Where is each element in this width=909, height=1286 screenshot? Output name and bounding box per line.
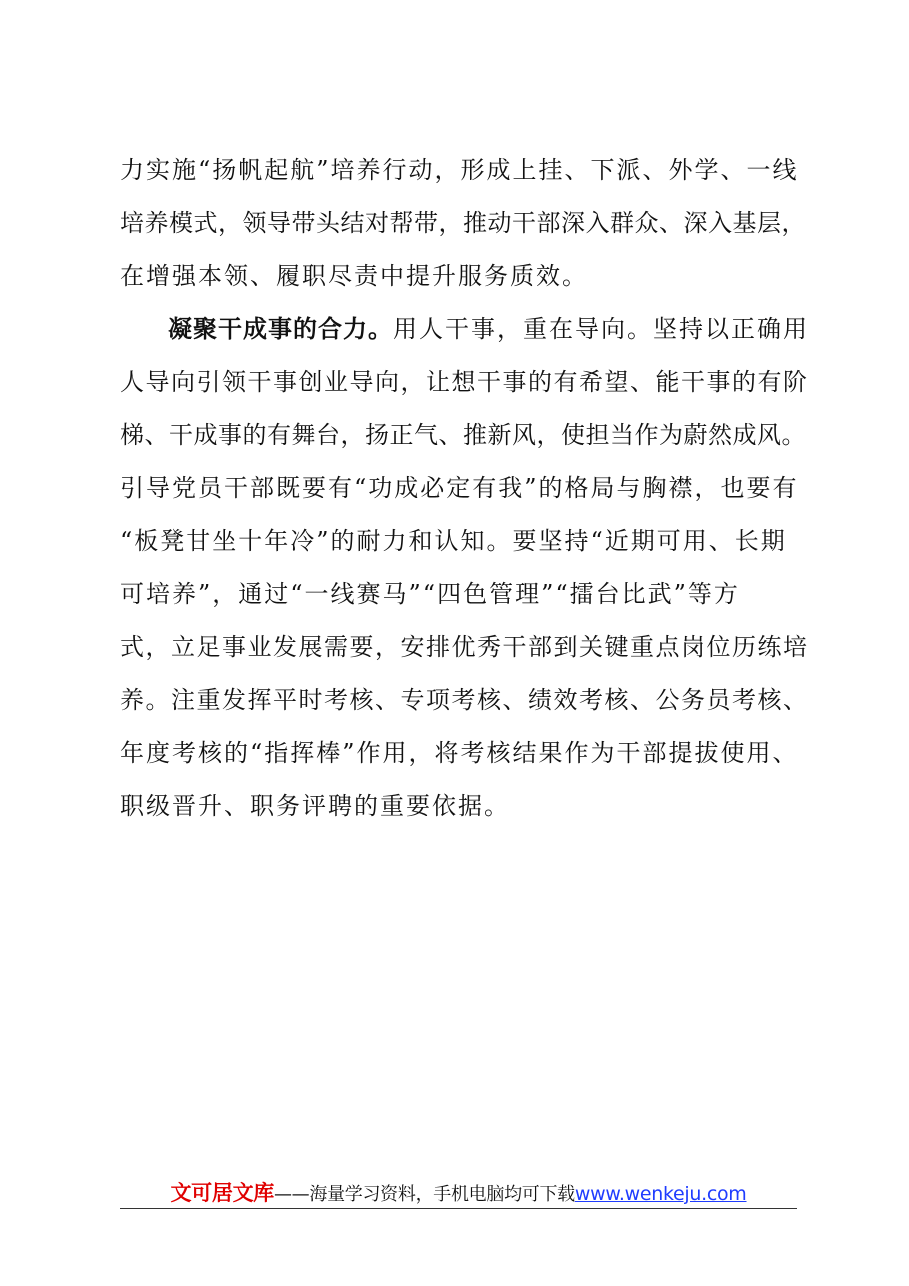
- paragraph-line: 职级晋升、职务评聘的重要依据。: [120, 792, 510, 820]
- paragraph-line-rest: 用人干事，重在导向。坚持以正确用: [393, 315, 809, 343]
- footer-divider: [120, 1208, 797, 1209]
- paragraph-line: 梯、干成事的有舞台，扬正气、推新风，使担当作为蔚然成风。: [120, 421, 806, 449]
- footer-brand: 文可居文库: [170, 1181, 274, 1205]
- paragraph-line: 在增强本领、履职尽责中提升服务质效。: [120, 262, 588, 290]
- paragraph-first-line: [120, 303, 810, 356]
- document-body: [120, 144, 810, 833]
- paragraph-heading: 凝聚干成事的合力。: [168, 315, 393, 343]
- paragraph-line: “板凳甘坐十年冷”的耐力和认知。要坚持“近期可用、长期: [120, 527, 787, 555]
- paragraph-line: 可培养”，通过“一线赛马”“四色管理”“擂台比武”等方: [120, 580, 740, 608]
- paragraph-line: 式，立足事业发展需要，安排优秀干部到关键重点岗位历练培: [120, 633, 809, 661]
- paragraph-line: 年度考核的“指挥棒”作用，将考核结果作为干部提拔使用、: [120, 739, 799, 767]
- paragraph-line: 人导向引领干事创业导向，让想干事的有希望、能干事的有阶: [120, 368, 809, 396]
- paragraph-line: 引导党员干部既要有“功成必定有我”的格局与胸襟，也要有: [120, 474, 799, 502]
- paragraph-line: 力实施“扬帆起航”培养行动，形成上挂、下派、外学、一线: [120, 156, 799, 184]
- footer-slogan: ——海量学习资料，手机电脑均可下载: [273, 1184, 575, 1205]
- paragraph-line: 养。注重发挥平时考核、专项考核、绩效考核、公务员考核、: [120, 686, 809, 714]
- footer-site-link[interactable]: www.wenkeju.com: [574, 1183, 747, 1205]
- page-footer: [120, 1178, 797, 1208]
- paragraph-line: 培养模式，领导带头结对帮带，推动干部深入群众、深入基层，: [120, 209, 806, 237]
